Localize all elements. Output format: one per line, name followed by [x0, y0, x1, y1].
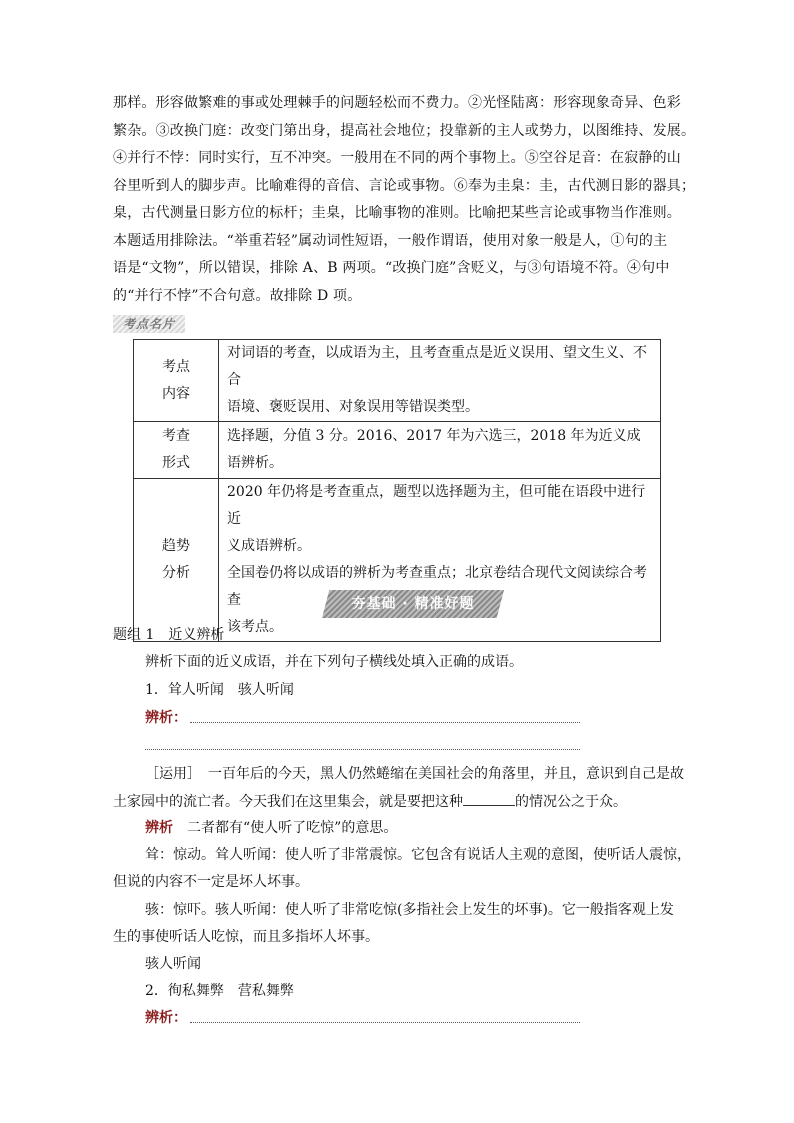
intro-paragraph: [113, 90, 696, 310]
value-line: 义成语辨析。: [227, 538, 311, 554]
key-line: 趋势: [162, 538, 190, 554]
key-line: 考点: [162, 358, 190, 375]
yunyong-text: 的情况公之于众。: [515, 794, 627, 810]
intro-line: 本题适用排除法。“举重若轻”属动词性短语，一般作谓语，使用对象一般是人，①句的主: [113, 232, 668, 249]
answer-line[interactable]: [190, 1022, 580, 1023]
song-line: 但说的内容不一定是坏人坏事。: [113, 874, 309, 890]
key-line: 内容: [162, 385, 190, 402]
kaodian-banner: 考点名片: [113, 315, 185, 333]
row-value: [219, 422, 661, 479]
song-line: 耸：惊动。耸人听闻：使人听了非常震惊。它包含有说话人主观的意图，使听话人震惊，: [145, 847, 691, 863]
value-line: 该考点。: [227, 619, 283, 635]
answer-label: 辨析: [145, 820, 173, 836]
value-line: 语境、褒贬误用、对象误用等错误类型。: [227, 399, 479, 415]
row-value: [219, 340, 661, 422]
row-key: [134, 422, 219, 479]
intro-line: 那样。形容做繁难的事或处理棘手的问题轻松而不费力。②光怪陆离：形容现象奇异、色彩: [113, 95, 681, 111]
row-key: [134, 340, 219, 422]
table-row: [134, 340, 661, 422]
instruction: 辨析下面的近义成语，并在下列句子横线处填入正确的成语。: [145, 654, 523, 670]
value-line: 2020 年仍将是考查重点，题型以选择题为主，但可能在语段中进行近: [227, 484, 646, 527]
row-key: [134, 479, 219, 642]
intro-line: 臬，古代测量日影方位的标杆；圭臬，比喻事物的准则。比喻把某些言论或事物当作准则。: [113, 205, 681, 221]
item-2: 2．徇私舞弊 营私舞弊: [145, 983, 294, 999]
fill-blank[interactable]: [463, 791, 515, 806]
intro-line: ④并行不悖：同时实行，互不冲突。一般用在不同的两个事物上。⑤空谷足音：在寂静的山: [113, 150, 681, 166]
section-banner: 夯基础 · 精准好题: [351, 596, 475, 612]
answer-text: 二者都有“使人听了吃惊”的意思。: [173, 820, 398, 836]
yunyong-line-2: [113, 791, 627, 812]
hai-line: 生的事使听话人吃惊，而且多指坏人坏事。: [113, 929, 379, 945]
answer-line[interactable]: [145, 749, 580, 750]
intro-line: 的“并行不悖”不合句意。故排除 D 项。: [113, 287, 362, 304]
key-line: 分析: [162, 565, 190, 581]
yunyong-text: 土家园中的流亡者。今天我们在这里集会，就是要把这种: [113, 794, 463, 810]
hai-line: 骇：惊吓。骇人听闻：使人听了非常吃惊(多指社会上发生的坏事)。它一般指客观上发: [145, 902, 674, 918]
value-line: 全国卷仍将以成语的辨析为考查重点；北京卷结合现代文阅读综合考查: [227, 565, 647, 608]
intro-line: 谷里听到人的脚步声。比喻难得的音信、言论或事物。⑥奉为圭臬：圭，古代测日影的器具；: [113, 177, 696, 194]
value-line: 选择题，分值 3 分。2016、2017 年为六选三，2018 年为近义成语辨析。: [227, 428, 641, 471]
value-line: 对词语的考查，以成语为主，且考查重点是近义误用、望文生义、不合: [227, 345, 647, 388]
yunyong-line-1: ［运用］ 一百年后的今天，黑人仍然蜷缩在美国社会的角落里，并且，意识到自己是故: [145, 766, 684, 782]
intro-line: 语是“文物”，所以错误，排除 A、B 两项。“改换门庭”含贬义，与③句语境不符。④句中: [113, 260, 670, 276]
group-title: 题组 1 近义辨析: [113, 627, 225, 643]
table-row: [134, 422, 661, 479]
answer: 骇人听闻: [145, 956, 201, 972]
bianxi-label: 辨析：: [145, 710, 187, 726]
item-1: 1．耸人听闻 骇人听闻: [145, 682, 294, 698]
intro-line: 繁杂。③改换门庭：改变门第出身，提高社会地位；投靠新的主人或势力，以图维持、发展。: [113, 122, 696, 139]
key-line: 考查: [162, 428, 190, 444]
key-line: 形式: [162, 455, 190, 471]
answer-line[interactable]: [190, 722, 580, 723]
bianxi-label-2: 辨析：: [145, 1010, 187, 1026]
answer-explanation: [145, 818, 397, 838]
